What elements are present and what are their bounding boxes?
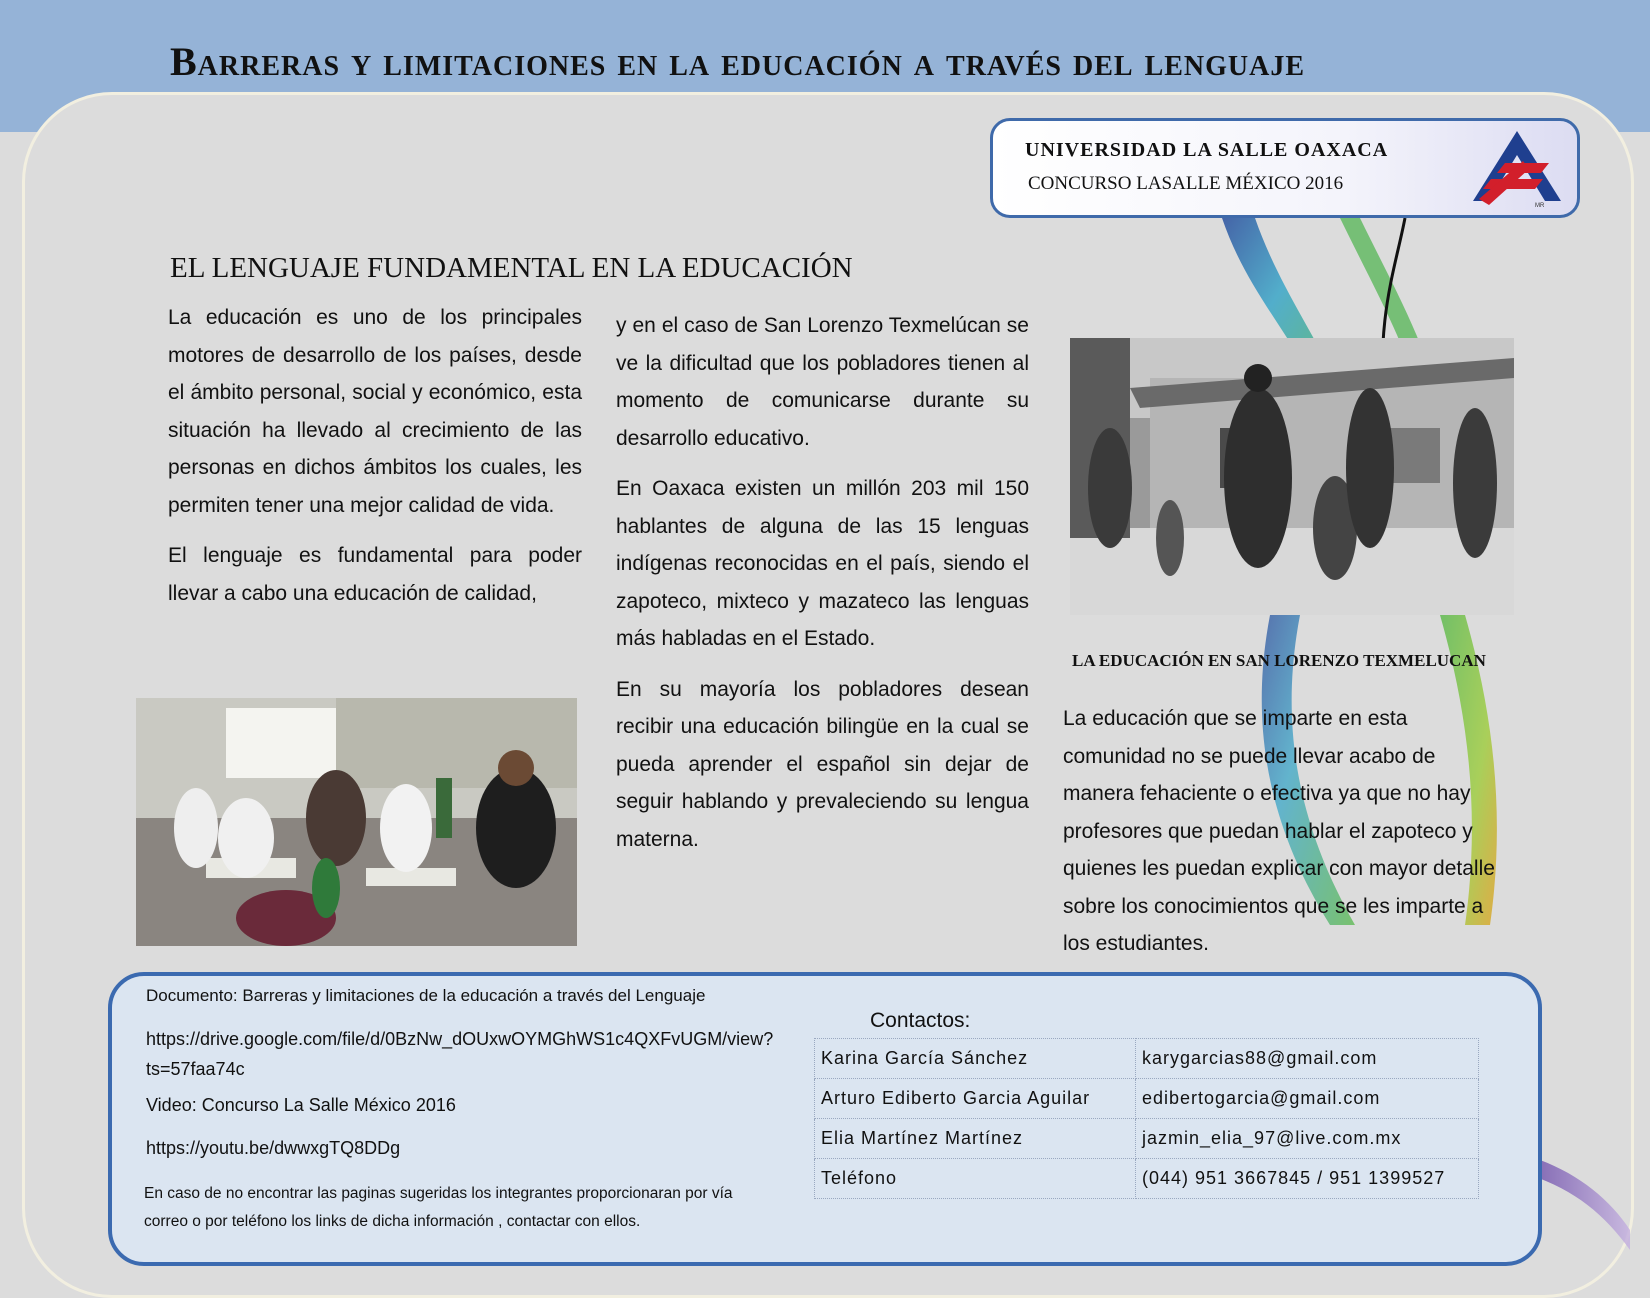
contact-name: Elia Martínez Martínez — [815, 1119, 1136, 1159]
drive-link[interactable]: https://drive.google.com/file/d/0BzNw_dOUxwOYMGhWS1c4QXFvUGM/view?ts=57faa74c — [146, 1029, 774, 1079]
document-title: Documento: Barreras y limitaciones de la educación a través del Lenguaje — [146, 986, 706, 1005]
video-title: Video: Concurso La Salle México 2016 — [146, 1095, 456, 1115]
university-box — [990, 118, 1580, 218]
youtube-link[interactable]: https://youtu.be/dwwxgTQ8DDg — [146, 1138, 401, 1158]
contact-row — [815, 1119, 1479, 1159]
contact-row — [815, 1159, 1479, 1199]
page-title: Barreras y limitaciones en la educación a través del lenguaje — [170, 39, 1306, 84]
university-name: UNIVERSIDAD LA SALLE OAXACA — [1025, 139, 1389, 161]
contact-phone: (044) 951 3667845 / 951 1399527 — [1136, 1159, 1479, 1199]
column2-paragraph-1: y en el caso de San Lorenzo Texmelúcan se ve la dificultad que los pobladores tienen al momento de comunicarse durante su desarrollo educativo. — [616, 314, 1029, 450]
contact-name: Arturo Ediberto Garcia Aguilar — [815, 1079, 1136, 1119]
contact-email[interactable]: karygarcias88@gmail.com — [1136, 1039, 1479, 1079]
contact-row — [815, 1039, 1479, 1079]
contact-name: Karina García Sánchez — [815, 1039, 1136, 1079]
contacts-table — [814, 1038, 1479, 1199]
column-3 — [1063, 700, 1503, 976]
svg-text:MR: MR — [1535, 203, 1545, 209]
column3-paragraph-1: La educación que se imparte en esta comunidad no se puede llevar acabo de manera fehaciente o efectiva ya que no hay profesores que puedan hablar el zapoteco y quienes les puedan explicar con mayor detalle sobre los conocimientos que se les imparte a los estudiantes. — [1063, 707, 1495, 955]
contacts-title: Contactos: — [870, 1009, 971, 1032]
column-1 — [168, 299, 582, 625]
footer-note: En caso de no encontrar las paginas sugeridas los integrantes proporcionaran por vía correo o por teléfono los links de dicha información , contactar con ellos. — [144, 1185, 733, 1230]
contact-email[interactable]: jazmin_elia_97@live.com.mx — [1136, 1119, 1479, 1159]
contact-phone-label: Teléfono — [815, 1159, 1136, 1199]
contest-name: CONCURSO LASALLE MÉXICO 2016 — [1028, 173, 1344, 194]
lasalle-logo-icon — [1469, 127, 1565, 209]
column1-paragraph-2: El lenguaje es fundamental para poder llevar a cabo una educación de calidad, — [168, 544, 582, 605]
footer-panel — [108, 972, 1542, 1266]
contact-row — [815, 1079, 1479, 1119]
column2-paragraph-3: En su mayoría los pobladores desean recibir una educación bilingüe en la cual se pueda aprender el español sin dejar de seguir hablando y prevaleciendo su lengua materna. — [616, 677, 1029, 851]
ribbon-purple — [1530, 1160, 1630, 1250]
classroom-photo — [136, 698, 577, 946]
contact-email[interactable]: edibertogarcia@gmail.com — [1136, 1079, 1479, 1119]
column1-paragraph-1: La educación es uno de los principales motores de desarrollo de los países, desde el ámbito personal, social y económico, esta situación ha llevado al crecimiento de las personas en dichos ámbitos los cuales, les permiten tener una mejor calidad de vida. — [168, 306, 582, 517]
column-2 — [616, 307, 1029, 871]
section-title: EL LENGUAJE FUNDAMENTAL EN LA EDUCACIÓN — [170, 252, 853, 284]
column2-paragraph-2: En Oaxaca existen un millón 203 mil 150 hablantes de alguna de las 15 lenguas indígenas reconocidas en el país, siendo el zapoteco, mixteco y mazateco las lenguas más habladas en el Estado. — [616, 477, 1029, 650]
villagers-photo — [1070, 338, 1514, 615]
photo-caption: LA EDUCACIÓN EN SAN LORENZO TEXMELUCAN — [1072, 651, 1486, 670]
